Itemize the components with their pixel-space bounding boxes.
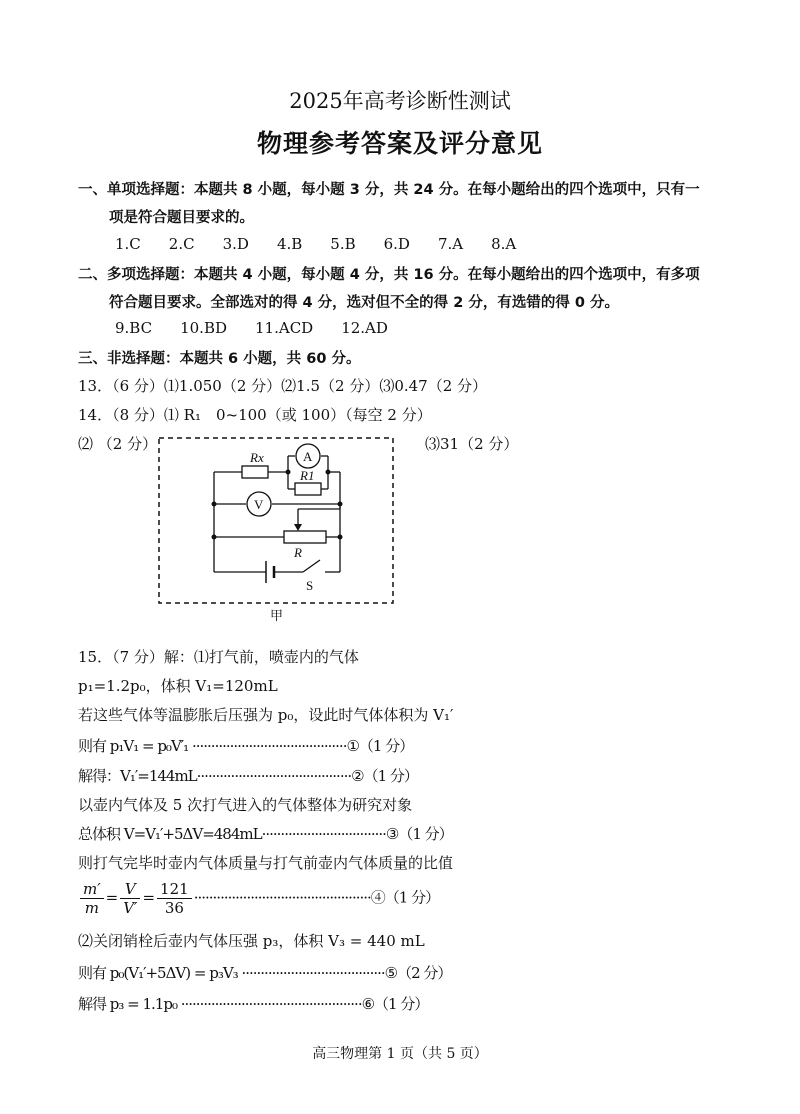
r1-label: R1 [300, 468, 315, 483]
section1-answers [115, 235, 544, 253]
rheostat-symbol [284, 531, 326, 543]
rx-label: Rx [250, 450, 264, 465]
q15-line3: 若这些气体等温膨胀后压强为 p₀，设此时气体体积为 V₁′ [78, 706, 454, 724]
circuit-diagram [158, 437, 398, 622]
slider-arrow-icon [294, 524, 302, 531]
q15-eq6: 解得 p₃ = 1.1p₀ ················································⑥（1 分） [78, 995, 429, 1013]
dashed-frame [159, 438, 393, 603]
answer-item: 4.B [276, 235, 303, 253]
q15-eq2: 解得：V₁′=144mL·········································②（1 分） [78, 767, 418, 785]
switch-label: S [306, 578, 314, 593]
answer-item: 5.B [330, 235, 356, 253]
answer-item: 1.C [115, 235, 141, 253]
section3-heading: 三、非选择题：本题共 6 小题，共 60 分。 [78, 351, 361, 367]
q15-line6: 以壶内气体及 5 次打气进入的气体整体为研究对象 [78, 796, 413, 814]
q15-eq3: 总体积 V=V₁′+5ΔV=484mL·································③（1 分） [78, 825, 453, 843]
section1-heading: 一、单项选择题：本题共 8 小题，每小题 3 分，共 24 分。在每小题给出的四个选项中，只有一 [78, 182, 700, 198]
fraction-mass: $\frac{m'}{m}$ [80, 880, 104, 917]
q14-part3: ⑶31（2 分） [425, 435, 519, 453]
answer-item: 3.D [222, 235, 249, 253]
figure-caption: 甲 [270, 609, 284, 624]
q14-part1: 14．（8 分）⑴ R₁ 0~100（或 100）（每空 2 分） [78, 406, 432, 424]
answer-item: 9.BC [115, 319, 153, 337]
fraction-volume: $\frac{V}{V'}$ [120, 880, 140, 917]
q15-eq5: 则有 p₀(V₁′+5ΔV) = p₃V₃ ······································⑤（2 分） [78, 964, 452, 982]
q14-part2-label: ⑵ （2 分） [78, 435, 158, 453]
section1-heading-cont: 项是符合题目要求的。 [109, 210, 254, 226]
q15-eq4: $\frac{m'}{m}$ = $\frac{V}{V'}$ = $\frac{121}{36}$ ···············································④（1 分） [78, 880, 439, 917]
answer-item: 8.A [491, 235, 517, 253]
answer-item: 10.BD [180, 319, 227, 337]
q15-eq1: 则有 p₁V₁ = p₀V′₁ ·········································①（1 分） [78, 737, 414, 755]
fraction-ratio: $\frac{121}{36}$ [157, 880, 192, 917]
answer-item: 11.ACD [255, 319, 314, 337]
q13-answer: 13．（6 分）⑴1.050（2 分）⑵1.5（2 分）⑶0.47（2 分） [78, 377, 488, 395]
page-footer: 高三物理第 1 页（共 5 页） [312, 1046, 488, 1062]
q15-line10: ⑵关闭销栓后壶内气体压强 p₃，体积 V₃ = 440 mL [78, 932, 425, 950]
section2-answers [115, 319, 416, 337]
answer-item: 7.A [437, 235, 464, 253]
q15-line2: p₁=1.2p₀，体积 V₁=120mL [78, 677, 278, 695]
rheostat-label: R [294, 545, 302, 560]
answer-item: 12.AD [341, 319, 388, 337]
section2-heading: 二、多项选择题：本题共 4 小题，每小题 4 分，共 16 分。在每小题给出的四个选项中，有多项 [78, 267, 700, 283]
r1-resistor [295, 483, 321, 495]
q15-line1: 15．（7 分）解：⑴打气前，喷壶内的气体 [78, 648, 359, 666]
q15-line8: 则打气完毕时壶内气体质量与打气前壶内气体质量的比值 [78, 854, 454, 872]
answer-key-title: 物理参考答案及评分意见 [256, 129, 543, 158]
section2-heading-cont: 符合题目要求。全部选对的得 4 分，选对但不全的得 2 分，有选错的得 0 分。 [109, 295, 620, 311]
ammeter-label: A [303, 449, 313, 464]
voltmeter-label: V [254, 497, 264, 512]
answer-item: 2.C [168, 235, 195, 253]
exam-title: 2025年高考诊断性测试 [289, 89, 511, 113]
answer-item: 6.D [383, 235, 410, 253]
